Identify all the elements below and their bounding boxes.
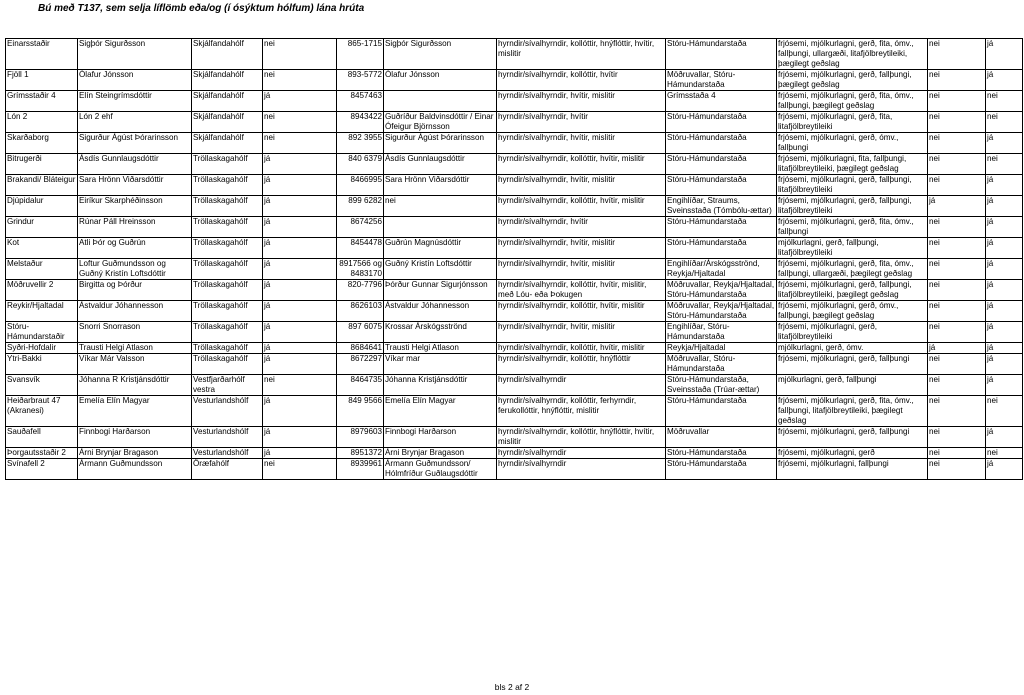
- lineage-cell: Möðruvallar, Stóru-Hámundarstaða: [666, 354, 777, 375]
- farm-cell: Brakandi/ Bláteigur: [6, 175, 78, 196]
- table-row: [6, 175, 1023, 196]
- contact-cell: Sigþór Sigurðsson: [384, 39, 497, 70]
- flag3-cell: já: [986, 196, 1023, 217]
- owner-cell: Snorri Snorrason: [78, 322, 192, 343]
- flag3-cell: já: [986, 459, 1023, 480]
- contact-cell: nei: [384, 196, 497, 217]
- document-title: Bú með T137, sem selja líflömb eða/og (í ósýktum hólfum) lána hrúta: [38, 3, 365, 14]
- flag2-cell: nei: [928, 354, 986, 375]
- farm-cell: Djúpidalur: [6, 196, 78, 217]
- types-cell: hyrndir/sívalhyrndir: [497, 375, 666, 396]
- table-row: [6, 301, 1023, 322]
- flag3-cell: já: [986, 217, 1023, 238]
- flag-cell: nei: [263, 459, 337, 480]
- contact-cell: Ólafur Jónsson: [384, 70, 497, 91]
- flag-cell: nei: [263, 39, 337, 70]
- flag2-cell: nei: [928, 39, 986, 70]
- traits-cell: frjósemi, mjólkurlagni, gerð, fallþungi, litafjölbreytileiki: [777, 196, 928, 217]
- flag3-cell: já: [986, 301, 1023, 322]
- farm-cell: Skarðaborg: [6, 133, 78, 154]
- flag-cell: nei: [263, 375, 337, 396]
- table-row: [6, 238, 1023, 259]
- flag2-cell: nei: [928, 238, 986, 259]
- table-row: [6, 196, 1023, 217]
- types-cell: hyrndir/sívalhyrndir, kollóttir, hnýflóttir, hvítir, mislitir: [497, 39, 666, 70]
- contact-cell: Krossar Árskógsströnd: [384, 322, 497, 343]
- types-cell: hyrndir/sívalhyrndir, kollóttir, hvítir, mislitir: [497, 343, 666, 354]
- flag-cell: já: [263, 396, 337, 427]
- lineage-cell: Möðruvallar, Reykja/Hjaltadal, Stóru-Hámundarstaða: [666, 280, 777, 301]
- farm-cell: Fjöll 1: [6, 70, 78, 91]
- owner-cell: Emelía Elín Magyar: [78, 396, 192, 427]
- region-cell: Tröllaskagahólf: [192, 301, 263, 322]
- region-cell: Tröllaskagahólf: [192, 343, 263, 354]
- phone-cell: 897 6075: [337, 322, 384, 343]
- flag3-cell: já: [986, 375, 1023, 396]
- traits-cell: frjósemi, mjólkurlagni, gerð, ómv., fallþungi, þægilegt geðslag: [777, 301, 928, 322]
- region-cell: Vesturlandshólf: [192, 448, 263, 459]
- flag3-cell: já: [986, 39, 1023, 70]
- owner-cell: Árni Brynjar Bragason: [78, 448, 192, 459]
- contact-cell: Ásdís Gunnlaugsdóttir: [384, 154, 497, 175]
- types-cell: hyrndir/sívalhyrndir: [497, 448, 666, 459]
- flag2-cell: nei: [928, 301, 986, 322]
- lineage-cell: Stóru-Hámundarstaða: [666, 448, 777, 459]
- flag3-cell: já: [986, 427, 1023, 448]
- flag2-cell: nei: [928, 322, 986, 343]
- owner-cell: Birgitta og Þórður: [78, 280, 192, 301]
- lineage-cell: Stóru-Hámundarstaða: [666, 112, 777, 133]
- traits-cell: frjósemi, mjólkurlagni, gerð, fita, ómv., fallþungi, litafjölbreytileiki, þægilegt geðslag: [777, 396, 928, 427]
- farm-table: [5, 38, 1023, 480]
- flag-cell: nei: [263, 133, 337, 154]
- table-row: [6, 322, 1023, 343]
- flag3-cell: já: [986, 133, 1023, 154]
- contact-cell: Trausti Helgi Atlason: [384, 343, 497, 354]
- flag-cell: já: [263, 301, 337, 322]
- lineage-cell: Stóru-Hámundarstaða: [666, 217, 777, 238]
- region-cell: Vesturlandshólf: [192, 427, 263, 448]
- phone-cell: 865-1715: [337, 39, 384, 70]
- lineage-cell: Engihlíðar, Stóru-Hámundarstaða: [666, 322, 777, 343]
- region-cell: Tröllaskagahólf: [192, 175, 263, 196]
- lineage-cell: Stóru-Hámundarstaða: [666, 39, 777, 70]
- traits-cell: mjólkurlagni, gerð, ómv.: [777, 343, 928, 354]
- owner-cell: Atli Þór og Guðrún: [78, 238, 192, 259]
- table-row: [6, 375, 1023, 396]
- phone-cell: 849 9566: [337, 396, 384, 427]
- table-row: [6, 217, 1023, 238]
- flag-cell: já: [263, 259, 337, 280]
- owner-cell: Ásdís Gunnlaugsdóttir: [78, 154, 192, 175]
- phone-cell: 8951372: [337, 448, 384, 459]
- owner-cell: Ármann Guðmundsson: [78, 459, 192, 480]
- lineage-cell: Stóru-Hámundarstaða: [666, 238, 777, 259]
- table-row: [6, 154, 1023, 175]
- traits-cell: frjósemi, mjólkurlagni, gerð, fallþungi: [777, 427, 928, 448]
- flag3-cell: já: [986, 322, 1023, 343]
- region-cell: Tröllaskagahólf: [192, 259, 263, 280]
- flag2-cell: nei: [928, 427, 986, 448]
- region-cell: Öræfahólf: [192, 459, 263, 480]
- types-cell: hyrndir/sívalhyrndir: [497, 459, 666, 480]
- flag-cell: já: [263, 217, 337, 238]
- region-cell: Skjálfandahólf: [192, 70, 263, 91]
- table-row: [6, 112, 1023, 133]
- lineage-cell: Stóru-Hámundarstaða: [666, 175, 777, 196]
- phone-cell: 820-7796: [337, 280, 384, 301]
- flag3-cell: nei: [986, 112, 1023, 133]
- lineage-cell: Stóru-Hámundarstaða: [666, 133, 777, 154]
- contact-cell: Guðrún Magnúsdóttir: [384, 238, 497, 259]
- farm-cell: Svínafell 2: [6, 459, 78, 480]
- table-row: [6, 448, 1023, 459]
- phone-cell: 8684641: [337, 343, 384, 354]
- contact-cell: Víkar mar: [384, 354, 497, 375]
- owner-cell: Finnbogi Harðarson: [78, 427, 192, 448]
- owner-cell: Trausti Helgi Atlason: [78, 343, 192, 354]
- table-row: [6, 354, 1023, 375]
- flag-cell: já: [263, 91, 337, 112]
- region-cell: Skjálfandahólf: [192, 112, 263, 133]
- types-cell: hyrndir/sívalhyrndir, hvítir, mislitir: [497, 175, 666, 196]
- traits-cell: frjósemi, mjólkurlagni, gerð, fallþungi, þægilegt geðslag: [777, 70, 928, 91]
- traits-cell: frjósemi, mjólkurlagni, fita, fallþungi, litafjölbreytileiki, þægilegt geðslag: [777, 154, 928, 175]
- flag2-cell: nei: [928, 375, 986, 396]
- table-row: [6, 39, 1023, 70]
- owner-cell: Eiríkur Skarphéðinsson: [78, 196, 192, 217]
- traits-cell: frjósemi, mjólkurlagni, gerð, fita, ómv., fallþungi, þægilegt geðslag: [777, 91, 928, 112]
- flag3-cell: já: [986, 259, 1023, 280]
- flag-cell: já: [263, 238, 337, 259]
- contact-cell: Þórður Gunnar Sigurjónsson: [384, 280, 497, 301]
- table-row: [6, 133, 1023, 154]
- traits-cell: frjósemi, mjólkurlagni, gerð, ómv., fallþungi: [777, 133, 928, 154]
- flag2-cell: nei: [928, 217, 986, 238]
- table-row: [6, 259, 1023, 280]
- owner-cell: Lón 2 ehf: [78, 112, 192, 133]
- table-row: [6, 396, 1023, 427]
- farm-cell: Bitrugerði: [6, 154, 78, 175]
- flag3-cell: já: [986, 175, 1023, 196]
- flag2-cell: nei: [928, 448, 986, 459]
- contact-cell: Ármann Guðmundsson/ Hólmfríður Guðlaugsdóttir: [384, 459, 497, 480]
- region-cell: Tröllaskagahólf: [192, 354, 263, 375]
- phone-cell: 8979603: [337, 427, 384, 448]
- phone-cell: 8626103: [337, 301, 384, 322]
- table-row: [6, 91, 1023, 112]
- region-cell: Skjálfandahólf: [192, 39, 263, 70]
- contact-cell: Jóhanna Kristjánsdóttir: [384, 375, 497, 396]
- farm-cell: Svansvík: [6, 375, 78, 396]
- farm-cell: Grímsstaðir 4: [6, 91, 78, 112]
- flag3-cell: já: [986, 238, 1023, 259]
- farm-cell: Syðri-Hofdalir: [6, 343, 78, 354]
- owner-cell: Loftur Guðmundsson og Guðný Kristín Loftsdóttir: [78, 259, 192, 280]
- contact-cell: Emelía Elín Magyar: [384, 396, 497, 427]
- farm-cell: Kot: [6, 238, 78, 259]
- owner-cell: Ólafur Jónsson: [78, 70, 192, 91]
- lineage-cell: Möðruvallar, Reykja/Hjaltadal, Stóru-Hámundarstaða: [666, 301, 777, 322]
- phone-cell: 8672297: [337, 354, 384, 375]
- traits-cell: frjósemi, mjólkurlagni, gerð: [777, 448, 928, 459]
- lineage-cell: Stóru-Hámundarstaða: [666, 459, 777, 480]
- traits-cell: frjósemi, mjólkurlagni, gerð, fita, ómv., fallþungi, ullargæði, litafjölbreytileiki, þægilegt geðslag: [777, 39, 928, 70]
- types-cell: hyrndir/sívalhyrndir, kollóttir, hnýflóttir, hvítir, mislitir: [497, 427, 666, 448]
- lineage-cell: Reykja/Hjaltadal: [666, 343, 777, 354]
- contact-cell: Árni Brynjar Bragason: [384, 448, 497, 459]
- flag2-cell: nei: [928, 280, 986, 301]
- phone-cell: 899 6282: [337, 196, 384, 217]
- table-row: [6, 427, 1023, 448]
- contact-cell: Sigurður Ágúst Þórarinsson: [384, 133, 497, 154]
- flag2-cell: nei: [928, 259, 986, 280]
- contact-cell: Ástvaldur Jóhannesson: [384, 301, 497, 322]
- flag-cell: já: [263, 354, 337, 375]
- lineage-cell: Grímsstaða 4: [666, 91, 777, 112]
- phone-cell: 8457463: [337, 91, 384, 112]
- farm-cell: Ytri-Bakki: [6, 354, 78, 375]
- region-cell: Skjálfandahólf: [192, 91, 263, 112]
- types-cell: hyrndir/sívalhyrndir, kollóttir, ferhyrndir, ferukollóttir, hnýflóttir, mislitir: [497, 396, 666, 427]
- flag-cell: nei: [263, 70, 337, 91]
- farm-cell: Lón 2: [6, 112, 78, 133]
- owner-cell: Jóhanna R Kristjánsdóttir: [78, 375, 192, 396]
- region-cell: Tröllaskagahólf: [192, 322, 263, 343]
- contact-cell: Guðný Kristín Loftsdóttir: [384, 259, 497, 280]
- region-cell: Tröllaskagahólf: [192, 217, 263, 238]
- lineage-cell: Möðruvallar, Stóru-Hámundarstaða: [666, 70, 777, 91]
- farm-cell: Reykir/Hjaltadal: [6, 301, 78, 322]
- flag3-cell: já: [986, 280, 1023, 301]
- farm-cell: Heiðarbraut 47 (Akranesi): [6, 396, 78, 427]
- traits-cell: frjósemi, mjólkurlagni, gerð, fallþungi, litafjölbreytileiki, þægilegt geðslag: [777, 280, 928, 301]
- types-cell: hyrndir/sívalhyrndir, hvítir, mislitir: [497, 91, 666, 112]
- traits-cell: frjósemi, mjólkurlagni, fallþungi: [777, 459, 928, 480]
- types-cell: hyrndir/sívalhyrndir, kollóttir, hvítir, mislitir: [497, 154, 666, 175]
- phone-cell: 8939961: [337, 459, 384, 480]
- farm-cell: Sauðafell: [6, 427, 78, 448]
- region-cell: Vestfjarðarhólf vestra: [192, 375, 263, 396]
- types-cell: hyrndir/sívalhyrndir, hvítir, mislitir: [497, 133, 666, 154]
- table-row: [6, 280, 1023, 301]
- region-cell: Vesturlandshólf: [192, 396, 263, 427]
- lineage-cell: Möðruvallar: [666, 427, 777, 448]
- flag-cell: já: [263, 196, 337, 217]
- farm-cell: Stóru-Hámundarstaðir: [6, 322, 78, 343]
- phone-cell: 8464735: [337, 375, 384, 396]
- flag3-cell: nei: [986, 91, 1023, 112]
- types-cell: hyrndir/sívalhyrndir, kollóttir, hnýflóttir: [497, 354, 666, 375]
- owner-cell: Sigurður Ágúst Þórarinsson: [78, 133, 192, 154]
- farm-cell: Þorgautsstaðir 2: [6, 448, 78, 459]
- lineage-cell: Engihlíðar/Árskógsströnd, Reykja/Hjaltadal: [666, 259, 777, 280]
- flag-cell: já: [263, 343, 337, 354]
- phone-cell: 8454478: [337, 238, 384, 259]
- flag2-cell: nei: [928, 396, 986, 427]
- phone-cell: 8917566 og 8483170: [337, 259, 384, 280]
- types-cell: hyrndir/sívalhyrndir, hvítir: [497, 112, 666, 133]
- owner-cell: Víkar Már Valsson: [78, 354, 192, 375]
- flag-cell: nei: [263, 112, 337, 133]
- types-cell: hyrndir/sívalhyrndir, hvítir, mislitir: [497, 322, 666, 343]
- traits-cell: frjósemi, mjólkurlagni, gerð, litafjölbreytileiki: [777, 322, 928, 343]
- flag3-cell: já: [986, 70, 1023, 91]
- types-cell: hyrndir/sívalhyrndir, hvítir, mislitir: [497, 259, 666, 280]
- flag2-cell: já: [928, 196, 986, 217]
- phone-cell: 8943422: [337, 112, 384, 133]
- phone-cell: 8674256: [337, 217, 384, 238]
- farm-cell: Grindur: [6, 217, 78, 238]
- region-cell: Tröllaskagahólf: [192, 280, 263, 301]
- flag-cell: já: [263, 280, 337, 301]
- flag2-cell: nei: [928, 459, 986, 480]
- contact-cell: Guðríður Baldvinsdóttir / Einar Ófeigur Björnsson: [384, 112, 497, 133]
- traits-cell: mjólkurlagni, gerð, fallþungi: [777, 375, 928, 396]
- owner-cell: Sigþór Sigurðsson: [78, 39, 192, 70]
- phone-cell: 840 6379: [337, 154, 384, 175]
- flag2-cell: nei: [928, 154, 986, 175]
- owner-cell: Elín Steingrímsdóttir: [78, 91, 192, 112]
- traits-cell: frjósemi, mjólkurlagni, gerð, fita, ómv., fallþungi, ullargæði, þægilegt geðslag: [777, 259, 928, 280]
- contact-cell: [384, 217, 497, 238]
- flag3-cell: já: [986, 343, 1023, 354]
- phone-cell: 893-5772: [337, 70, 384, 91]
- lineage-cell: Stóru-Hámundarstaða: [666, 396, 777, 427]
- table-row: [6, 343, 1023, 354]
- types-cell: hyrndir/sívalhyrndir, kollóttir, hvítir: [497, 70, 666, 91]
- traits-cell: frjósemi, mjólkurlagni, gerð, fita, litafjölbreytileiki: [777, 112, 928, 133]
- farm-cell: Melstaður: [6, 259, 78, 280]
- traits-cell: frjósemi, mjólkurlagni, gerð, fita, ómv., fallþungi: [777, 217, 928, 238]
- flag2-cell: nei: [928, 133, 986, 154]
- owner-cell: Rúnar Páll Hreinsson: [78, 217, 192, 238]
- contact-cell: Sara Hrönn Viðarsdóttir: [384, 175, 497, 196]
- region-cell: Tröllaskagahólf: [192, 238, 263, 259]
- types-cell: hyrndir/sívalhyrndir, hvítir: [497, 217, 666, 238]
- phone-cell: 8466995: [337, 175, 384, 196]
- flag-cell: já: [263, 427, 337, 448]
- table-row: [6, 70, 1023, 91]
- traits-cell: frjósemi, mjólkurlagni, gerð, fallþungi, litafjölbreytileiki: [777, 175, 928, 196]
- flag3-cell: nei: [986, 154, 1023, 175]
- phone-cell: 892 3955: [337, 133, 384, 154]
- flag2-cell: nei: [928, 112, 986, 133]
- contact-cell: [384, 91, 497, 112]
- traits-cell: mjólkurlagni, gerð, fallþungi, litafjölbreytileiki: [777, 238, 928, 259]
- page-number: bls 2 af 2: [494, 682, 530, 692]
- contact-cell: Finnbogi Harðarson: [384, 427, 497, 448]
- lineage-cell: Stóru-Hámundarstaða, Sveinsstaða (Trúar-ættar): [666, 375, 777, 396]
- types-cell: hyrndir/sívalhyrndir, kollóttir, hvítir, mislitir, með Lóu- eða Þokugen: [497, 280, 666, 301]
- flag-cell: já: [263, 154, 337, 175]
- region-cell: Tröllaskagahólf: [192, 196, 263, 217]
- flag2-cell: nei: [928, 91, 986, 112]
- lineage-cell: Stóru-Hámundarstaða: [666, 154, 777, 175]
- lineage-cell: Engihlíðar, Straums, Sveinsstaða (Tómbólu-ættar): [666, 196, 777, 217]
- farm-cell: Möðruvellir 2: [6, 280, 78, 301]
- region-cell: Skjálfandahólf: [192, 133, 263, 154]
- table-row: [6, 459, 1023, 480]
- flag2-cell: nei: [928, 70, 986, 91]
- flag-cell: já: [263, 322, 337, 343]
- flag3-cell: nei: [986, 448, 1023, 459]
- region-cell: Tröllaskagahólf: [192, 154, 263, 175]
- flag2-cell: já: [928, 343, 986, 354]
- flag-cell: já: [263, 175, 337, 196]
- types-cell: hyrndir/sívalhyrndir, kollóttir, hvítir, mislitir: [497, 196, 666, 217]
- owner-cell: Ástvaldur Jóhannesson: [78, 301, 192, 322]
- flag2-cell: nei: [928, 175, 986, 196]
- owner-cell: Sara Hrönn Viðarsdóttir: [78, 175, 192, 196]
- flag3-cell: nei: [986, 396, 1023, 427]
- types-cell: hyrndir/sívalhyrndir, kollóttir, hvítir, mislitir: [497, 301, 666, 322]
- flag-cell: já: [263, 448, 337, 459]
- flag3-cell: já: [986, 354, 1023, 375]
- types-cell: hyrndir/sívalhyrndir, hvítir, mislitir: [497, 238, 666, 259]
- farm-cell: Einarsstaðir: [6, 39, 78, 70]
- traits-cell: frjósemi, mjólkurlagni, gerð, fallþungi: [777, 354, 928, 375]
